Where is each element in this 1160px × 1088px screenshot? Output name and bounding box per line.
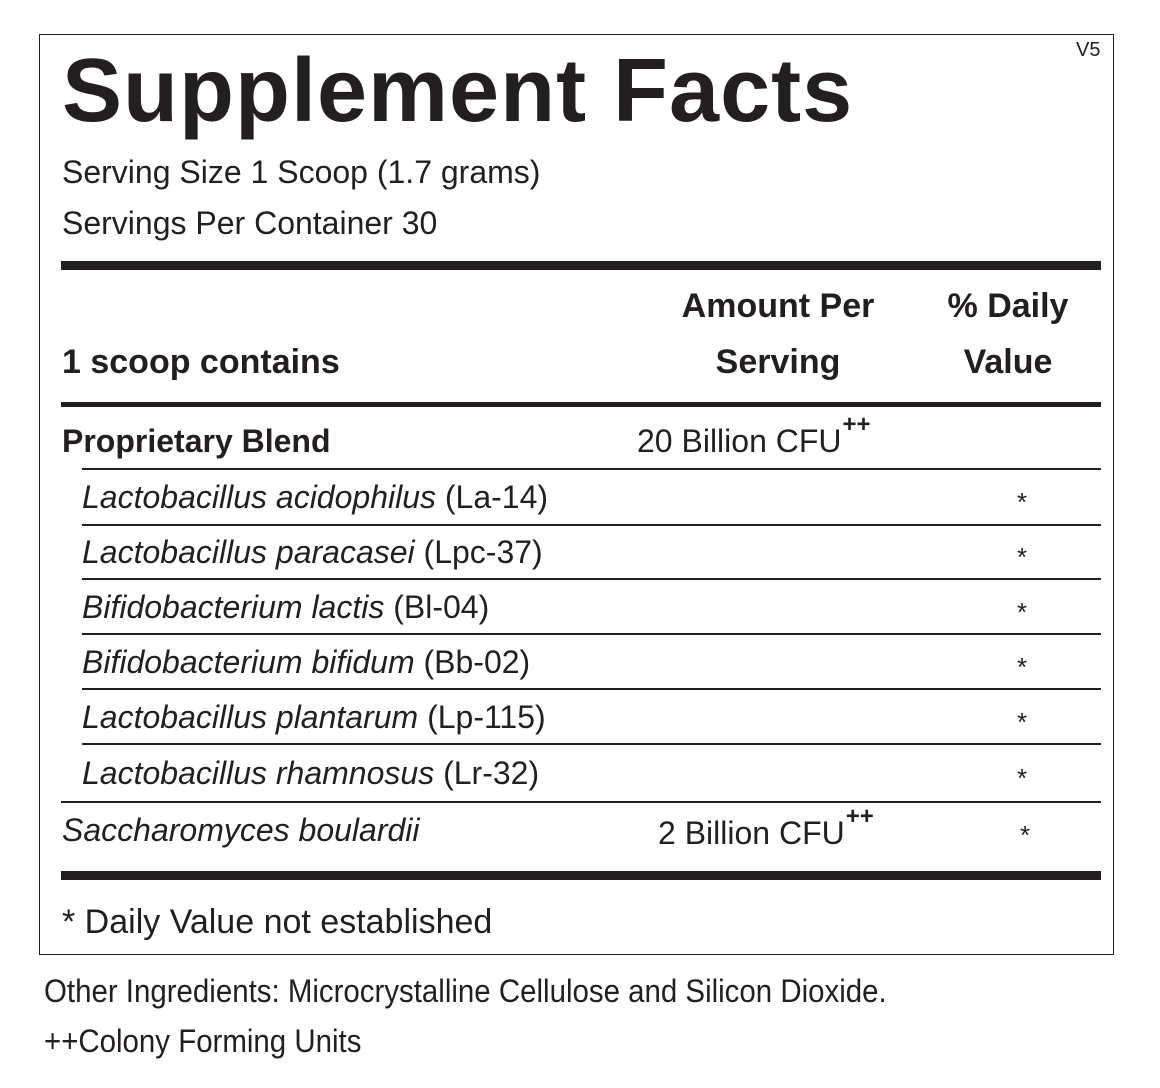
yeast-row [62, 810, 420, 850]
panel-title: Supplement Facts [62, 41, 854, 141]
thick-divider-bottom [61, 871, 1101, 880]
dv-header-line2: Value [963, 343, 1053, 381]
thick-divider-top [61, 261, 1101, 270]
yeast-amount-sup: ++ [845, 803, 874, 830]
strain-code: (Lpc-37) [423, 534, 543, 570]
strain-species: Bifidobacterium bifidum [82, 644, 415, 680]
supplement-facts-panel [39, 34, 1114, 955]
strain-code: (Bl-04) [393, 589, 490, 625]
dv-header-line1: % Daily [947, 287, 1069, 325]
strain-dv: * [1016, 652, 1028, 682]
strain-code: (La-14) [444, 479, 549, 515]
strain-species: Bifidobacterium lactis [82, 589, 385, 625]
amount-header-line2: Serving [715, 343, 841, 381]
blend-name: Proprietary Blend [62, 423, 331, 459]
yeast-amount [658, 803, 874, 853]
servings-per-container: Servings Per Container 30 [62, 205, 438, 241]
yeast-dv: * [1019, 820, 1031, 850]
row-divider [82, 688, 1101, 690]
amount-header-line1: Amount Per [681, 287, 875, 325]
strain-species: Lactobacillus plantarum [82, 699, 419, 735]
strain-dv: * [1016, 763, 1028, 793]
strain-code: (Bb-02) [423, 644, 531, 680]
row-divider [82, 743, 1101, 745]
serving-size: Serving Size 1 Scoop (1.7 grams) [62, 154, 541, 190]
strain-code: (Lp-115) [427, 699, 546, 735]
scoop-contains-header: 1 scoop contains [62, 343, 340, 381]
yeast-name: Saccharomyces boulardii [62, 812, 420, 848]
strain-species: Lactobacillus paracasei [82, 534, 415, 570]
blend-amount-sup: ++ [842, 411, 871, 438]
strain-row [82, 697, 546, 737]
strain-dv: * [1016, 487, 1028, 517]
row-divider [82, 578, 1101, 580]
strain-dv: * [1016, 597, 1028, 627]
strain-dv: * [1016, 707, 1028, 737]
row-divider [82, 633, 1101, 635]
version-tag: V5 [1076, 39, 1101, 61]
strain-row [82, 587, 489, 627]
strain-row [82, 642, 530, 682]
header-divider [61, 402, 1101, 407]
row-divider [61, 801, 1101, 803]
blend-amount [637, 411, 871, 461]
other-ingredients: Other Ingredients: Microcrystalline Cellulose and Silicon Dioxide. [44, 973, 887, 1009]
cfu-footnote: ++Colony Forming Units [44, 1023, 362, 1059]
blend-amount-value: 20 Billion CFU [637, 423, 842, 459]
strain-row [82, 477, 548, 517]
row-divider [82, 468, 1101, 470]
row-divider [82, 524, 1101, 526]
strain-species: Lactobacillus rhamnosus [82, 755, 435, 791]
yeast-amount-value: 2 Billion CFU [658, 815, 845, 851]
daily-value-footnote: * Daily Value not established [62, 903, 493, 941]
strain-dv: * [1016, 542, 1028, 572]
strain-species: Lactobacillus acidophilus [82, 479, 436, 515]
strain-row [82, 753, 539, 793]
strain-row [82, 532, 543, 572]
strain-code: (Lr-32) [443, 755, 540, 791]
